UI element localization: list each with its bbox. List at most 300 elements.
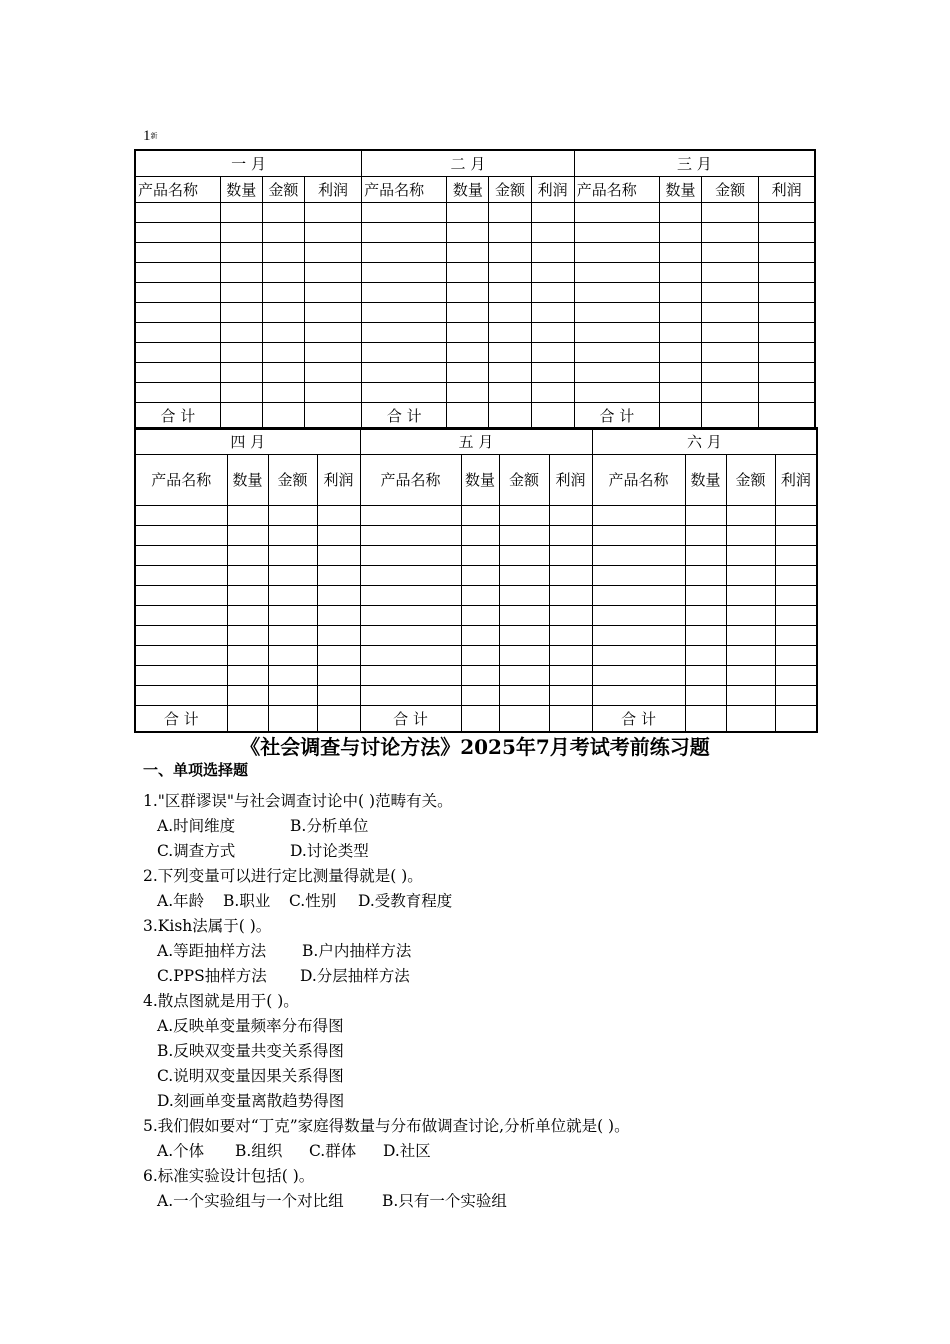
option: A.一个实验组与一个对比组 [157, 1192, 344, 1210]
table-row [135, 303, 815, 323]
table-cell [135, 243, 220, 263]
table-row [135, 283, 815, 303]
column-header: 产品名称 [135, 177, 220, 203]
option: B.职业 [223, 892, 271, 910]
table-cell [268, 646, 317, 666]
total-cell [304, 403, 361, 430]
month-header: 四 月 [135, 428, 360, 455]
table-cell [759, 323, 815, 343]
table-cell [262, 223, 304, 243]
table-cell [227, 546, 268, 566]
table-cell [489, 263, 531, 283]
table-cell [220, 303, 262, 323]
table-cell [360, 666, 461, 686]
column-header: 产品名称 [574, 177, 659, 203]
table-cell [759, 263, 815, 283]
table-cell [759, 363, 815, 383]
table-cell [759, 383, 815, 403]
table-cell [317, 546, 360, 566]
table-cell [759, 343, 815, 363]
table-cell [775, 566, 817, 586]
table-cell [759, 303, 815, 323]
table-row [135, 606, 817, 626]
table-cell [775, 546, 817, 566]
option: B.分析单位 [290, 817, 369, 835]
table-cell [360, 626, 461, 646]
table-cell [549, 546, 592, 566]
table-cell [702, 203, 759, 223]
table-cell [135, 646, 227, 666]
table-cell [702, 323, 759, 343]
table-row [135, 566, 817, 586]
table-cell [227, 626, 268, 646]
table-cell [461, 626, 499, 646]
option: B.只有一个实验组 [382, 1192, 507, 1210]
table-cell [574, 283, 659, 303]
question-stem: 2.下列变量可以进行定比测量得就是( )。 [143, 867, 423, 885]
table-row [135, 506, 817, 526]
table-cell [685, 686, 726, 706]
table-cell [362, 243, 447, 263]
table-cell [135, 323, 220, 343]
table-cell [360, 526, 461, 546]
table-cell [304, 343, 361, 363]
table-cell [549, 666, 592, 686]
total-cell [499, 706, 549, 733]
total-cell [461, 706, 499, 733]
option: D.分层抽样方法 [300, 967, 410, 985]
question-option: D.刻画单变量离散趋势得图 [157, 1092, 345, 1110]
question-options [157, 964, 410, 986]
table-cell [317, 686, 360, 706]
table-cell [362, 283, 447, 303]
table-row [135, 323, 815, 343]
option: D.受教育程度 [358, 892, 453, 910]
month-header: 一 月 [135, 150, 362, 177]
table-cell [574, 243, 659, 263]
table-cell [317, 626, 360, 646]
table-cell [135, 203, 220, 223]
column-header: 数量 [227, 455, 268, 506]
option: A.年龄 [157, 892, 205, 910]
table-cell [592, 606, 685, 626]
table-cell [499, 686, 549, 706]
table-cell [574, 343, 659, 363]
table-cell [549, 586, 592, 606]
question-option: B.反映双变量共变关系得图 [157, 1042, 344, 1060]
table-cell [726, 646, 775, 666]
table-cell [499, 586, 549, 606]
table-cell [775, 646, 817, 666]
table-cell [499, 526, 549, 546]
option: A.时间维度 [157, 817, 236, 835]
table-cell [362, 363, 447, 383]
table-cell [304, 263, 361, 283]
total-cell [227, 706, 268, 733]
table-cell [592, 646, 685, 666]
table-cell [220, 243, 262, 263]
option: C.性别 [289, 892, 337, 910]
question-stem: 1."区群谬误"与社会调查讨论中( )范畴有关。 [143, 792, 453, 810]
table-cell [574, 203, 659, 223]
table-cell [574, 263, 659, 283]
month-header: 三 月 [574, 150, 815, 177]
column-header: 金额 [499, 455, 549, 506]
table-cell [135, 666, 227, 686]
table-cell [685, 566, 726, 586]
table-cell [227, 666, 268, 686]
table-cell [489, 383, 531, 403]
table-cell [220, 283, 262, 303]
total-cell [268, 706, 317, 733]
total-label: 合 计 [574, 403, 659, 430]
table-cell [659, 263, 701, 283]
table-cell [659, 343, 701, 363]
table-cell [531, 323, 574, 343]
table-cell [317, 646, 360, 666]
table-cell [549, 506, 592, 526]
table-cell [304, 363, 361, 383]
table-cell [726, 606, 775, 626]
table-cell [362, 203, 447, 223]
table-cell [461, 586, 499, 606]
table-cell [489, 343, 531, 363]
column-header: 利润 [549, 455, 592, 506]
column-header: 利润 [759, 177, 815, 203]
column-header: 金额 [489, 177, 531, 203]
column-header: 金额 [268, 455, 317, 506]
table-cell [135, 586, 227, 606]
table-cell [574, 383, 659, 403]
table-cell [268, 666, 317, 686]
table-cell [775, 586, 817, 606]
table-cell [135, 283, 220, 303]
table-row [135, 223, 815, 243]
table-cell [227, 686, 268, 706]
table-cell [592, 506, 685, 526]
table-row [135, 243, 815, 263]
table-cell [659, 323, 701, 343]
table-cell [360, 586, 461, 606]
table-cell [592, 526, 685, 546]
table-cell [531, 343, 574, 363]
table-cell [726, 506, 775, 526]
table-cell [461, 506, 499, 526]
table-cell [499, 666, 549, 686]
table-cell [268, 626, 317, 646]
table-cell [531, 383, 574, 403]
table-cell [447, 263, 489, 283]
table-cell [775, 666, 817, 686]
month-header: 六 月 [592, 428, 817, 455]
question-options [157, 814, 368, 836]
table-cell [362, 343, 447, 363]
table-cell [489, 203, 531, 223]
column-header: 利润 [775, 455, 817, 506]
table-cell [447, 383, 489, 403]
table-cell [659, 203, 701, 223]
table-cell [135, 606, 227, 626]
table-row [135, 363, 815, 383]
column-header: 产品名称 [135, 455, 227, 506]
table-cell [227, 526, 268, 546]
total-cell [489, 403, 531, 430]
column-header: 利润 [531, 177, 574, 203]
table-cell [135, 303, 220, 323]
document-title: 《社会调查与讨论方法》2025年7月考试考前练习题 [240, 735, 710, 759]
total-cell [262, 403, 304, 430]
table-cell [268, 586, 317, 606]
table-cell [304, 303, 361, 323]
column-header: 利润 [304, 177, 361, 203]
table-cell [499, 566, 549, 586]
table-cell [549, 526, 592, 546]
table-cell [499, 546, 549, 566]
table-cell [499, 646, 549, 666]
table-cell [702, 343, 759, 363]
table-cell [549, 686, 592, 706]
table-cell [685, 526, 726, 546]
column-header: 数量 [659, 177, 701, 203]
table-cell [461, 526, 499, 546]
column-header: 数量 [685, 455, 726, 506]
table-cell [489, 323, 531, 343]
total-cell [549, 706, 592, 733]
table-cell [461, 566, 499, 586]
question-options [157, 839, 369, 861]
table-cell [759, 223, 815, 243]
table-cell [685, 546, 726, 566]
table-cell [592, 666, 685, 686]
table-cell [685, 586, 726, 606]
table-cell [362, 223, 447, 243]
table-cell [227, 606, 268, 626]
table-cell [304, 383, 361, 403]
question-option: A.反映单变量频率分布得图 [157, 1017, 344, 1035]
table-cell [317, 586, 360, 606]
table-cell [268, 606, 317, 626]
table-cell [592, 566, 685, 586]
table-cell [702, 263, 759, 283]
table-cell [135, 686, 227, 706]
table-cell [461, 546, 499, 566]
table-cell [775, 626, 817, 646]
column-header: 数量 [461, 455, 499, 506]
table-cell [360, 686, 461, 706]
table-cell [775, 526, 817, 546]
table-row [135, 343, 815, 363]
question-stem: 5.我们假如要对“丁克”家庭得数量与分布做调查讨论,分析单位就是( )。 [143, 1117, 630, 1135]
table-cell [447, 223, 489, 243]
table-cell [461, 606, 499, 626]
month-header: 五 月 [360, 428, 592, 455]
table-cell [461, 646, 499, 666]
question-options [157, 1189, 507, 1211]
section-heading: 一、单项选择题 [143, 761, 249, 779]
table-cell [220, 263, 262, 283]
option: B.组织 [235, 1142, 283, 1160]
table-cell [574, 323, 659, 343]
table-cell [262, 203, 304, 223]
table-cell [268, 506, 317, 526]
column-header: 产品名称 [360, 455, 461, 506]
table-cell [775, 506, 817, 526]
table-cell [574, 363, 659, 383]
total-cell [531, 403, 574, 430]
table-cell [759, 203, 815, 223]
table-cell [592, 546, 685, 566]
column-header: 产品名称 [592, 455, 685, 506]
table-cell [135, 363, 220, 383]
table-cell [360, 646, 461, 666]
question-options [157, 1139, 431, 1161]
table-cell [220, 223, 262, 243]
table-cell [135, 383, 220, 403]
table-cell [268, 566, 317, 586]
table-cell [702, 243, 759, 263]
question-stem: 6.标准实验设计包括( )。 [143, 1167, 315, 1185]
table-cell [262, 263, 304, 283]
column-header: 金额 [262, 177, 304, 203]
table-cell [702, 283, 759, 303]
table-cell [262, 303, 304, 323]
table-cell [461, 686, 499, 706]
table-cell [447, 203, 489, 223]
table-cell [726, 626, 775, 646]
table-cell [489, 243, 531, 263]
question-options [157, 889, 452, 911]
table-cell [317, 526, 360, 546]
table-cell [775, 606, 817, 626]
table-cell [135, 223, 220, 243]
table-cell [262, 323, 304, 343]
table-cell [489, 303, 531, 323]
table-cell [135, 343, 220, 363]
question-option: C.说明双变量因果关系得图 [157, 1067, 344, 1085]
page-number: 1新 [143, 128, 158, 144]
sales-table-q1 [134, 149, 816, 430]
table-cell [135, 263, 220, 283]
table-cell [531, 203, 574, 223]
table-cell [135, 506, 227, 526]
table-cell [574, 303, 659, 323]
table-cell [531, 303, 574, 323]
table-cell [227, 586, 268, 606]
total-cell [659, 403, 701, 430]
total-cell [317, 706, 360, 733]
table-cell [549, 606, 592, 626]
table-cell [304, 283, 361, 303]
table-cell [592, 586, 685, 606]
total-label: 合 计 [592, 706, 685, 733]
total-cell [775, 706, 817, 733]
table-cell [360, 506, 461, 526]
table-cell [227, 566, 268, 586]
option: A.个体 [157, 1142, 205, 1160]
table-cell [220, 363, 262, 383]
table-cell [362, 323, 447, 343]
table-cell [685, 666, 726, 686]
column-header: 数量 [220, 177, 262, 203]
table-cell [304, 323, 361, 343]
table-cell [659, 303, 701, 323]
table-cell [220, 383, 262, 403]
table-cell [685, 606, 726, 626]
table-cell [549, 646, 592, 666]
table-cell [659, 223, 701, 243]
table-cell [262, 283, 304, 303]
table-cell [702, 383, 759, 403]
table-cell [702, 303, 759, 323]
table-cell [531, 283, 574, 303]
question-stem: 3.Kish法属于( )。 [143, 917, 272, 935]
table-cell [362, 263, 447, 283]
table-row [135, 626, 817, 646]
table-cell [592, 686, 685, 706]
sales-table-q2 [134, 427, 818, 733]
option: A.等距抽样方法 [157, 942, 267, 960]
table-cell [220, 323, 262, 343]
table-row [135, 646, 817, 666]
table-cell [702, 223, 759, 243]
total-cell [726, 706, 775, 733]
total-cell [220, 403, 262, 430]
table-cell [262, 363, 304, 383]
table-cell [726, 586, 775, 606]
table-cell [531, 243, 574, 263]
column-header: 金额 [702, 177, 759, 203]
table-cell [447, 283, 489, 303]
table-row [135, 666, 817, 686]
total-label: 合 计 [362, 403, 447, 430]
table-cell [461, 666, 499, 686]
table-cell [220, 343, 262, 363]
option: C.调查方式 [157, 842, 236, 860]
month-header: 二 月 [362, 150, 575, 177]
table-cell [499, 626, 549, 646]
table-cell [685, 626, 726, 646]
option: C.PPS抽样方法 [157, 967, 267, 985]
table-cell [268, 686, 317, 706]
table-cell [447, 323, 489, 343]
table-cell [360, 606, 461, 626]
table-row [135, 203, 815, 223]
table-cell [362, 303, 447, 323]
table-cell [227, 506, 268, 526]
question-stem: 4.散点图就是用于( )。 [143, 992, 299, 1010]
total-label: 合 计 [135, 403, 220, 430]
table-cell [447, 363, 489, 383]
column-header: 利润 [317, 455, 360, 506]
total-cell [702, 403, 759, 430]
table-cell [220, 203, 262, 223]
table-cell [362, 383, 447, 403]
table-cell [685, 646, 726, 666]
table-cell [659, 383, 701, 403]
table-cell [447, 303, 489, 323]
table-cell [317, 566, 360, 586]
total-cell [447, 403, 489, 430]
option: C.群体 [309, 1142, 357, 1160]
table-cell [227, 646, 268, 666]
table-cell [360, 566, 461, 586]
table-cell [499, 606, 549, 626]
table-cell [262, 383, 304, 403]
table-row [135, 263, 815, 283]
table-cell [135, 546, 227, 566]
option: D.社区 [383, 1142, 431, 1160]
table-cell [549, 626, 592, 646]
